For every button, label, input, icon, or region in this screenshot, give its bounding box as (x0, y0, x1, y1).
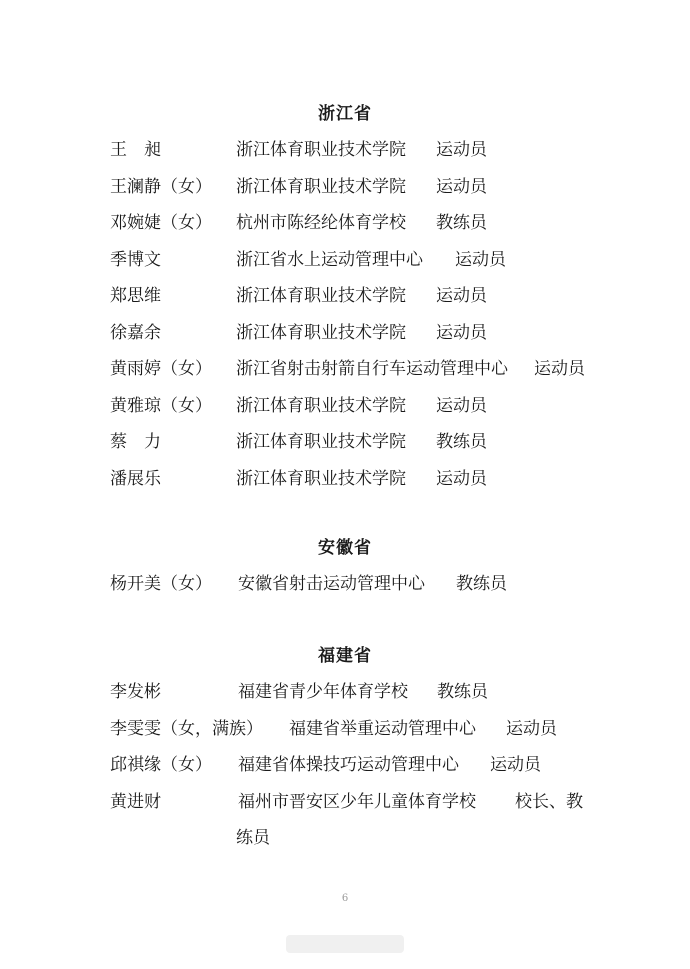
person-org: 安徽省射击运动管理中心 (238, 574, 425, 594)
section-fujian (0, 638, 690, 858)
list-item (0, 711, 690, 748)
person-role: 运动员 (455, 249, 506, 270)
person-org: 福建省青少年体育学校 (238, 682, 408, 702)
person-list (0, 132, 690, 497)
person-name: 邓婉婕（女） (110, 213, 212, 233)
person-name: 杨开美（女） (110, 574, 212, 594)
province-title: 福建省 (318, 646, 372, 666)
person-name: 王 昶 (110, 140, 161, 160)
person-role-continued: 练员 (236, 828, 270, 848)
person-list (0, 566, 690, 603)
list-item (0, 674, 690, 711)
person-org: 福州市晋安区少年儿童体育学校 (238, 791, 476, 812)
person-org: 浙江体育职业技术学院 (236, 176, 406, 197)
person-role: 运动员 (436, 176, 487, 197)
list-item (0, 424, 690, 461)
list-item (0, 315, 690, 352)
person-role: 运动员 (436, 286, 487, 306)
person-role: 教练员 (436, 432, 487, 452)
province-title: 安徽省 (318, 538, 372, 558)
person-org: 浙江体育职业技术学院 (236, 395, 406, 416)
province-title: 浙江省 (318, 104, 372, 124)
list-item (0, 205, 690, 242)
list-item (0, 169, 690, 206)
list-item (0, 132, 690, 169)
person-list (0, 674, 690, 858)
page-number: 6 (341, 893, 349, 904)
person-name: 王澜静（女） (110, 176, 212, 197)
list-item (0, 747, 690, 784)
list-item (0, 242, 690, 279)
person-org: 杭州市陈经纶体育学校 (236, 213, 406, 233)
person-org: 浙江省水上运动管理中心 (236, 249, 423, 270)
person-org: 浙江体育职业技术学院 (236, 322, 406, 343)
person-name: 蔡 力 (110, 432, 161, 452)
person-role: 教练员 (437, 682, 488, 702)
list-item (0, 784, 690, 858)
person-role: 运动员 (534, 359, 585, 379)
person-role: 运动员 (436, 468, 487, 489)
person-org: 福建省体操技巧运动管理中心 (238, 755, 459, 775)
person-name: 潘展乐 (110, 468, 161, 489)
person-org: 浙江体育职业技术学院 (236, 140, 406, 160)
list-item (0, 351, 690, 388)
person-name: 李发彬 (110, 682, 161, 702)
person-role: 运动员 (490, 755, 541, 775)
person-name: 黄雅琼（女） (110, 395, 212, 416)
person-role: 校长、教 (515, 791, 583, 812)
section-zhejiang (0, 96, 690, 497)
person-name: 黄雨婷（女） (110, 359, 212, 379)
person-role: 运动员 (436, 140, 487, 160)
list-item (0, 461, 690, 498)
person-name: 黄进财 (110, 791, 161, 812)
person-name: 李雯雯（女，满族） (110, 718, 263, 739)
person-org: 浙江体育职业技术学院 (236, 432, 406, 452)
person-name: 徐嘉余 (110, 322, 161, 343)
person-role: 运动员 (506, 718, 557, 739)
person-role: 教练员 (456, 574, 507, 594)
person-role: 运动员 (436, 395, 487, 416)
person-org: 福建省举重运动管理中心 (289, 718, 476, 739)
person-name: 邱祺缘（女） (110, 755, 212, 775)
person-role: 教练员 (436, 213, 487, 233)
person-name: 郑思维 (110, 286, 161, 306)
person-org: 浙江省射击射箭自行车运动管理中心 (236, 359, 508, 379)
section-anhui (0, 530, 690, 603)
list-item (0, 566, 690, 603)
person-name: 季博文 (110, 249, 161, 270)
list-item (0, 388, 690, 425)
list-item (0, 278, 690, 315)
watermark (286, 935, 404, 953)
person-role: 运动员 (436, 322, 487, 343)
person-org: 浙江体育职业技术学院 (236, 286, 406, 306)
person-org: 浙江体育职业技术学院 (236, 468, 406, 489)
